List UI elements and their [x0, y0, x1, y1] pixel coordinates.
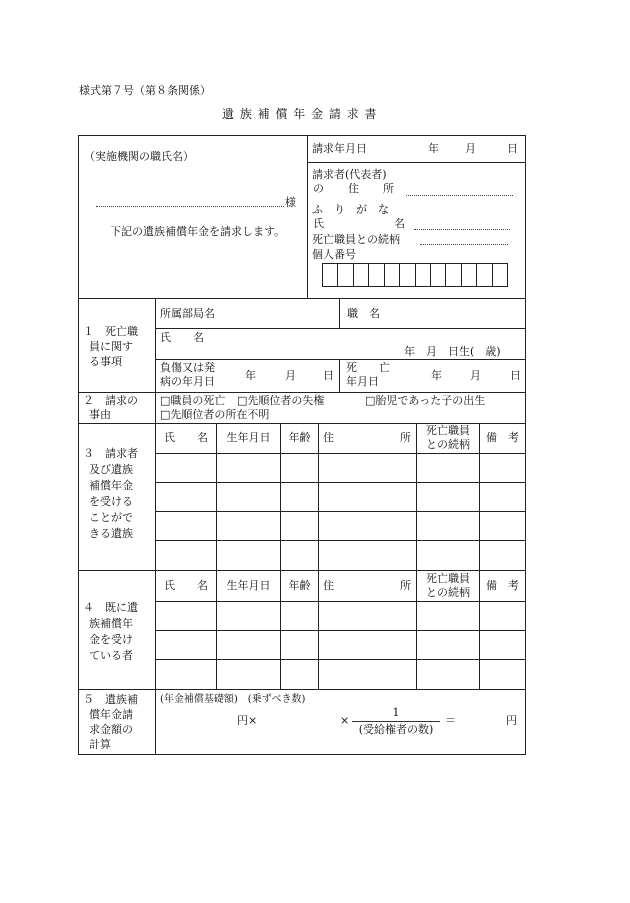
- col-address-header-1: 住: [323, 431, 334, 444]
- section4-label: ４ 既に遺 族補償年 金を受け ている者: [83, 601, 138, 662]
- digit-box[interactable]: [446, 264, 461, 286]
- formula-yen: 円: [506, 714, 517, 727]
- injury-year: 年: [245, 369, 256, 382]
- form-number-label: 様式第７号（第８条関係）: [79, 84, 211, 97]
- institution-label: （実施機関の職氏名）: [84, 150, 194, 163]
- col-relation-header: 死亡職員 との続柄: [426, 424, 470, 451]
- address-label-no: の: [313, 182, 324, 195]
- reason-option-forfeit[interactable]: □先順位者の失権: [237, 394, 325, 407]
- digit-box[interactable]: [369, 264, 384, 286]
- formula-denominator: (受給権者の数): [358, 723, 434, 736]
- request-date-month: 月: [465, 142, 476, 155]
- death-year: 年: [431, 369, 442, 382]
- dept-label: 所属部局名: [160, 307, 215, 320]
- furigana-label: ふ り が な: [312, 203, 389, 216]
- digit-box[interactable]: [493, 264, 507, 286]
- digit-box[interactable]: [338, 264, 353, 286]
- digit-box[interactable]: [385, 264, 400, 286]
- col-remarks-header: 備 考: [486, 431, 519, 444]
- col-age-header: 年齢: [288, 431, 311, 444]
- birth-date-suffix: 年 月 日生( 歳): [404, 345, 501, 358]
- formula-header: (年金補償基礎額) (乗ずべき数): [160, 694, 306, 705]
- col-name-header: 氏 名: [164, 431, 208, 444]
- injury-day: 日: [323, 369, 334, 382]
- col-birth-header: 生年月日: [226, 579, 271, 592]
- formula-numerator: 1: [392, 706, 400, 719]
- injury-month: 月: [285, 369, 296, 382]
- injury-date-label: 負傷又は発 病の年月日: [160, 361, 215, 388]
- col-remarks-header: 備 考: [486, 579, 519, 592]
- death-day: 日: [510, 369, 521, 382]
- relation-field[interactable]: [420, 244, 508, 245]
- claimant-name-label-1: 氏: [313, 217, 324, 230]
- digit-box[interactable]: [323, 264, 338, 286]
- formula-yen-times: 円×: [237, 714, 258, 727]
- claimant-label: 請求者(代表者): [312, 168, 387, 181]
- request-date-year: 年: [428, 142, 439, 155]
- digit-box[interactable]: [400, 264, 415, 286]
- digit-box[interactable]: [462, 264, 477, 286]
- col-name-header: 氏 名: [164, 579, 208, 592]
- sama-label: 様: [285, 196, 296, 209]
- claimant-name-field[interactable]: [414, 229, 510, 230]
- col-address-header-2: 所: [400, 431, 411, 444]
- col-address-header-1: 住: [323, 579, 334, 592]
- digit-box[interactable]: [416, 264, 431, 286]
- section1-label: １ 死亡職 員に関す る事項: [83, 325, 138, 368]
- personal-number-boxes[interactable]: [322, 263, 508, 287]
- personal-number-label: 個人番号: [312, 248, 356, 261]
- address-label-sho: 所: [383, 182, 394, 195]
- formula-equals: ＝: [445, 714, 456, 727]
- request-sentence: 下記の遺族補償年金を請求します。: [110, 225, 286, 238]
- reason-option-birth[interactable]: □胎児であった子の出生: [365, 394, 486, 407]
- digit-box[interactable]: [431, 264, 446, 286]
- col-age-header: 年齢: [288, 579, 311, 592]
- death-date-label: 死 亡 年月日: [346, 361, 390, 388]
- request-date-day: 日: [507, 142, 518, 155]
- death-month: 月: [470, 369, 481, 382]
- section5-label: ５ 遺族補 償年金請 求金額の 計算: [83, 693, 138, 751]
- reason-option-unknown[interactable]: □先順位者の所在不明: [160, 408, 270, 421]
- section2-label: ２ 請求の 事由: [83, 394, 138, 421]
- relation-label: 死亡職員との続柄: [312, 233, 400, 246]
- digit-box[interactable]: [477, 264, 492, 286]
- section3-label: ３ 請求者 及び遺族 補償年金 を受ける ことがで きる遺族: [83, 447, 138, 540]
- post-label: 職 名: [347, 307, 380, 320]
- col-birth-header: 生年月日: [226, 431, 271, 444]
- reason-option-death[interactable]: □職員の死亡: [160, 394, 226, 407]
- request-date-label: 請求年月日: [312, 142, 367, 155]
- address-label-ju: 住: [348, 182, 359, 195]
- fraction-bar: [352, 721, 440, 722]
- form-title: 遺 族 補 償 年 金 請 求 書: [222, 107, 378, 121]
- col-relation-header: 死亡職員 との続柄: [426, 572, 470, 599]
- institution-name-field[interactable]: [96, 206, 284, 207]
- deceased-name-label: 氏 名: [160, 331, 204, 344]
- col-address-header-2: 所: [400, 579, 411, 592]
- digit-box[interactable]: [354, 264, 369, 286]
- formula-times: ×: [340, 714, 350, 727]
- claimant-name-label-2: 名: [394, 217, 405, 230]
- address-field[interactable]: [406, 195, 513, 196]
